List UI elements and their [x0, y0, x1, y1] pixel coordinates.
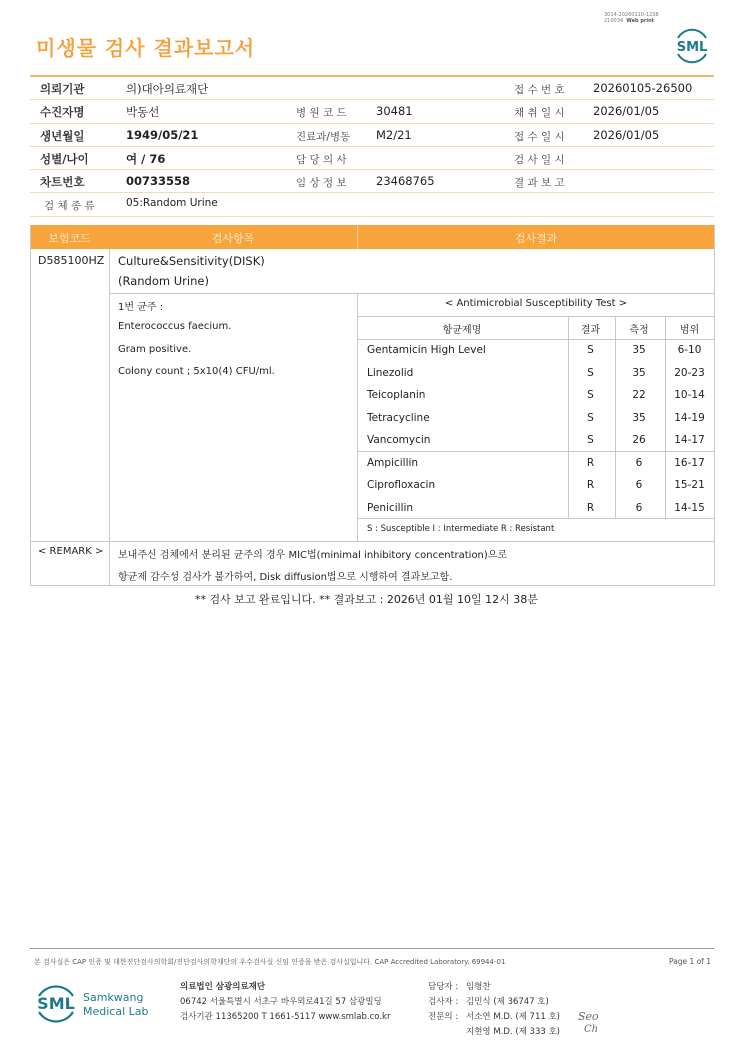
- staff-block: [428, 980, 560, 1040]
- info-row: [30, 147, 714, 170]
- value-patient-name: 박동선: [126, 105, 160, 120]
- web-print-label: Web print: [626, 18, 655, 24]
- value-receipt-date: 2026/01/05: [593, 127, 660, 142]
- label-department: 진료과/병동: [296, 130, 351, 143]
- info-row: [30, 77, 714, 100]
- ast-header-range: 범위: [679, 325, 700, 336]
- ast-range: 15-21: [674, 479, 705, 491]
- ast-range: 14-17: [674, 434, 705, 446]
- staff-name: 김민식 (제 36747 호): [466, 997, 549, 1007]
- completion-notice: ** 검사 보고 완료입니다. ** 결과보고 : 2026년 01월 10일 12시 38분: [195, 593, 538, 606]
- label-collection-date: 채 취 일 시: [514, 107, 565, 120]
- staff-name: 서소연 M.D. (제 711 호): [466, 1012, 561, 1022]
- value-specimen-type: 05:Random Urine: [126, 197, 218, 210]
- ast-drug-name: Vancomycin: [367, 434, 431, 446]
- value-birth-date: 1949/05/21: [126, 127, 199, 142]
- staff-name: 임형찬: [466, 982, 491, 992]
- signature-1: Seo: [578, 1010, 599, 1023]
- signature-2: Ch: [584, 1024, 599, 1035]
- org-name: 의료법인 삼광의료재단: [180, 982, 266, 992]
- footer-logo-sml: SML: [37, 994, 75, 1013]
- ast-result: S: [587, 366, 594, 379]
- ast-measure: 6: [635, 456, 643, 469]
- ast-result: S: [587, 344, 594, 356]
- label-receipt-date: 접 수 일 시: [514, 130, 565, 143]
- organism-label: 1번 균주 :: [118, 302, 164, 313]
- ast-header-measure: 측정: [629, 325, 649, 336]
- ast-drug-name: Ampicillin: [367, 456, 419, 469]
- remark-label: < REMARK >: [38, 546, 104, 557]
- ast-measure: 26: [632, 434, 646, 446]
- gram-stain: Gram positive.: [118, 344, 192, 355]
- label-chart-number: 차트번호: [40, 175, 85, 190]
- info-row: [30, 170, 714, 193]
- test-item-specimen: (Random Urine): [118, 274, 209, 288]
- ast-result: S: [587, 434, 594, 446]
- sml-logo-text: SML: [676, 40, 708, 55]
- divider: [357, 451, 715, 452]
- ast-range: 20-23: [674, 366, 705, 379]
- divider: [109, 249, 110, 586]
- divider: [357, 339, 715, 340]
- label-sex-age: 성별/나이: [40, 151, 89, 166]
- column-test-item: 검사항목: [211, 232, 255, 245]
- label-hospital-code: 병 원 코 드: [296, 107, 347, 120]
- ast-header-drug: 항균제명: [442, 325, 482, 336]
- ast-measure: 6: [635, 479, 643, 491]
- label-result-report: 결 과 보 고: [514, 177, 565, 190]
- staff-role: 담당자 :: [428, 982, 459, 992]
- footer-logo-name2: Medical Lab: [83, 1005, 149, 1018]
- value-receipt-number: 20260105-26500: [593, 81, 693, 95]
- ast-drug-name: Tetracycline: [367, 411, 430, 424]
- label-patient-name: 수진자명: [40, 105, 85, 120]
- ast-measure: 35: [632, 344, 646, 356]
- ast-result: R: [586, 501, 595, 514]
- ast-result: S: [587, 411, 594, 424]
- value-requesting-org: 의)대아의료재단: [126, 82, 209, 96]
- ast-measure: 35: [632, 366, 646, 379]
- ast-legend: S : Susceptible I : Intermediate R : Resistant: [367, 524, 555, 534]
- value-department: M2/21: [376, 127, 412, 142]
- cert-note: 본 검사실은 CAP 인증 및 대한진단검사의학회/진단검사의학재단의 우수검사실 신임 인증을 받은 검사실입니다. CAP Accredited Laboratory. 69944-01: [34, 958, 506, 966]
- column-insurance-code: 보험코드: [48, 232, 91, 245]
- column-test-result: 검사결과: [514, 232, 558, 245]
- ast-drug-name: Gentamicin High Level: [367, 344, 486, 356]
- ast-title: < Antimicrobial Susceptibility Test >: [444, 298, 628, 309]
- value-hospital-code: 30481: [376, 104, 413, 119]
- ast-measure: 6: [635, 501, 643, 514]
- sml-logo-icon: [672, 26, 712, 66]
- organism-name: Enterococcus faecium.: [118, 321, 232, 332]
- label-birth-date: 생년월일: [40, 128, 85, 143]
- staff-role: 전문의 :: [428, 1012, 459, 1022]
- ast-drug-name: Penicillin: [367, 501, 414, 514]
- ast-range: 6-10: [677, 344, 702, 356]
- ast-range: 14-19: [674, 411, 705, 424]
- staff-role: 검사자 :: [428, 997, 459, 1007]
- document-code: [604, 12, 659, 24]
- value-clinical-info: 23468765: [376, 174, 435, 189]
- value-collection-date: 2026/01/05: [593, 104, 660, 119]
- remark-line1: 보내주신 검체에서 분리된 균주의 경우 MIC법(minimal inhibitory concentration)으로: [118, 550, 508, 561]
- staff-name: 지현영 M.D. (제 333 호): [466, 1027, 561, 1037]
- remark-line2: 항균제 감수성 검사가 불가하여, Disk diffusion법으로 시행하여 결과보고함.: [118, 572, 453, 583]
- page-title: 미생물 검사 결과보고서: [36, 36, 256, 60]
- org-address: 06742 서울특별시 서초구 바우뫼로41길 57 삼광빌딩: [180, 997, 382, 1007]
- ast-range: 16-17: [674, 456, 705, 469]
- colony-count: Colony count ; 5x10(4) CFU/ml.: [118, 366, 275, 377]
- ast-measure: 35: [632, 411, 646, 424]
- samkwang-logo-icon: [36, 982, 156, 1026]
- divider: [109, 293, 715, 294]
- value-sex-age: 여 / 76: [126, 151, 166, 166]
- org-block: [180, 980, 390, 1025]
- divider: [357, 225, 358, 249]
- value-chart-number: 00733558: [126, 174, 191, 189]
- info-row: [30, 100, 714, 123]
- footer-logo-name1: Samkwang: [83, 991, 144, 1004]
- label-physician: 담 당 의 사: [296, 153, 347, 166]
- label-receipt-number: 접 수 번 호: [514, 84, 565, 96]
- ast-result: S: [587, 389, 594, 401]
- ast-header-result: 결과: [580, 325, 601, 336]
- ast-drug-name: Teicoplanin: [367, 389, 426, 401]
- page-number: Page 1 of 1: [669, 957, 712, 966]
- test-item-name: Culture&Sensitivity(DISK): [118, 254, 265, 268]
- patient-info-table: [30, 75, 714, 217]
- ast-range: 10-14: [674, 389, 705, 401]
- divider: [357, 316, 715, 317]
- ast-result: R: [586, 479, 595, 491]
- ast-result: R: [586, 456, 595, 469]
- ast-drug-name: Ciprofloxacin: [367, 479, 436, 491]
- info-row: [30, 193, 714, 216]
- divider: [357, 518, 715, 519]
- document-code-line2: 210034: [604, 18, 624, 24]
- label-clinical-info: 임 상 정 보: [296, 177, 347, 190]
- label-specimen-type: 검 체 종 류: [44, 200, 95, 213]
- info-row: [30, 124, 714, 147]
- divider: [31, 541, 715, 542]
- label-requesting-org: 의뢰기관: [40, 82, 85, 96]
- insurance-code: D585100HZ: [38, 254, 105, 267]
- footer-divider: [30, 948, 714, 949]
- ast-drug-name: Linezolid: [367, 366, 414, 379]
- label-test-date: 검 사 일 시: [514, 153, 565, 166]
- ast-range: 14-15: [674, 501, 705, 514]
- document-code-line1: 3014-20260110-1238: [604, 12, 659, 18]
- org-contact: 검사기관 11365200 T 1661-5117 www.smlab.co.kr: [180, 1012, 391, 1022]
- ast-measure: 22: [632, 389, 646, 401]
